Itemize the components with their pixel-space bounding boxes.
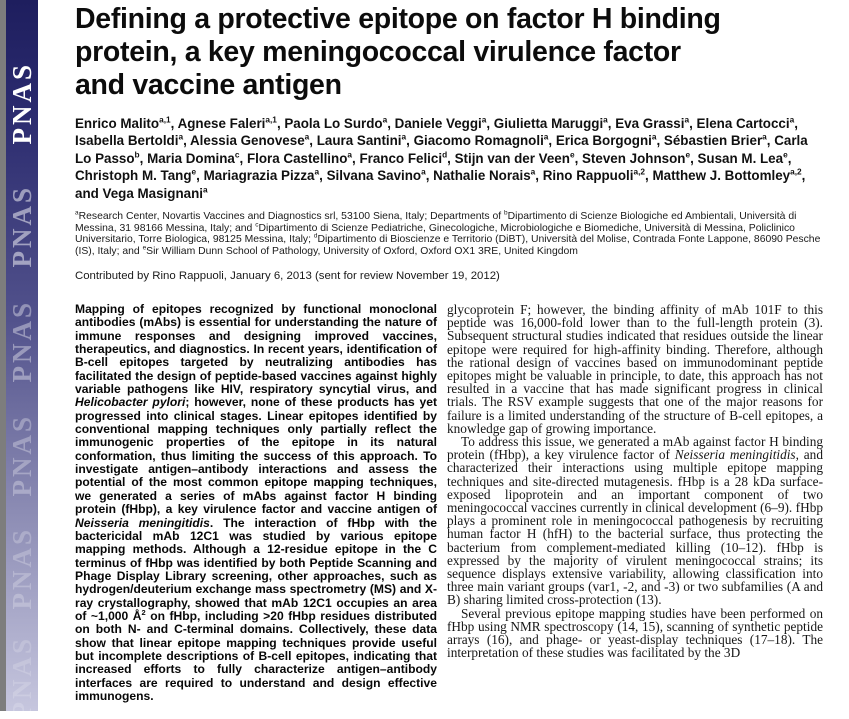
pnas-sidebar [0,0,38,719]
title-line-1: Defining a protective epitope on factor H binding [75,3,721,35]
pnas-watermark-text: PNAS [7,636,37,719]
pnas-watermark-text: PNAS [7,185,37,268]
page-header [75,0,823,282]
right-column [447,303,823,711]
pnas-logo-text: PNAS [7,62,37,145]
title-line-2: protein, a key meningococcal virulence factor [75,36,681,68]
article-columns [75,303,823,711]
intro-paragraph-1: glycoprotein F; however, the binding affinity of mAb 101F to this peptide was 16,000-fold lower than to the full-length protein (3). Subsequent structural studies indicated that residues outside the linear epitope were required for high-affinity binding. Therefore, although the rational design of vaccines based on immunodominant peptide epitopes might be valuable in principle, to date, this approach has not resulted in a vaccine that has made significant progress in clinical trials. The RSV example suggests that one of the major reasons for failure is a limited understanding of the structure of B-cell epitopes, a knowledge gap of growing importance. [447,303,823,436]
abstract-paragraph: Mapping of epitopes recognized by functional monoclonal antibodies (mAbs) is essential for understanding the nature of immune responses and designing improved vaccines, therapeutics, and diagnostics. In recent years, identification of B-cell epitopes targeted by neutralizing antibodies has facilitated the design of peptide-based vaccines against highly variable pathogens like HIV, respiratory syncytial virus, and Helicobacter pylori; however, none of these products has yet progressed into clinical stages. Linear epitopes identified by conventional mapping techniques only partially reflect the immunogenic properties of the epitope in its natural conformation, thus limiting the success of this approach. To investigate antigen–antibody interactions and assess the potential of the most common epitope mapping techniques, we generated a series of mAbs against factor H binding protein (fHbp), a key virulence factor and vaccine antigen of Neisseria meningitidis. The interaction of fHbp with the bactericidal mAb 12C1 was studied by various epitope mapping methods. Although a 12-residue epitope in the C terminus of fHbp was identified by both Peptide Scanning and Phage Display Library screening, other approaches, such as hydrogen/deuterium exchange mass spectrometry (MS) and X-ray crystallography, showed that mAb 12C1 occupies an area of ~1,000 $Å^2$ on fHbp, including >20 fHbp residues distributed on both N- and C-terminal domains. Collectively, these data show that linear epitope mapping techniques provide useful but incomplete descriptions of B-cell epitopes, indicating that increased efforts to fully characterize antigen–antibody interfaces are required to understand and design effective immunogens. [75,303,437,703]
contributed-line: Contributed by Rino Rappuoli, January 6, 2013 (sent for review November 19, 2012) [75,270,500,283]
intro-paragraph-2: To address this issue, we generated a mAb against factor H binding protein (fHbp), a key virulence factor of Neisseria meningitidis, and characterized their interactions using multiple epitope mapping techniques and site-directed mutagenesis. fHbp is a 28 kDa surface-exposed lipoprotein and an important component of two meningococcal vaccines currently in clinical development (6–9). fHbp plays a prominent role in meningococcal pathogenesis by recruiting human factor H (hfH) to the bacterial surface, thus protecting the bacterium from complement-mediated killing (10–12). fHbp is expressed by the majority of virulent meningococcal strains; its sequence displays extensive variability, allowing classification into three main variant groups (var1, -2, and -3) or two subfamilies (A and B) sharing limited cross-protection (13). [447,434,823,608]
title-line-3: and vaccine antigen [75,69,342,101]
author-list: Enrico Malito$^{a,1}$, Agnese Faleri$^{a,1}$, Paola Lo Surdo$^a$, Daniele Veggi$^a$, Giulietta Maruggi$^a$, Eva Grassi$^a$, Elena Cartocci$^a$, Isabella Bertoldi$^a$, Alessia Genovese$^a$, Laura Santini$^a$, Giacomo Romagnoli$^a$, Erica Borgogni$^a$, Sébastien Brier$^a$, Carla Lo Passo$^b$, Maria Domina$^c$, Flora Castellino$^a$, Franco Felici$^d$, Stijn van der Veen$^e$, Steven Johnson$^e$, Susan M. Lea$^e$, Christoph M. Tang$^e$, Mariagrazia Pizza$^a$, Silvana Savino$^a$, Nathalie Norais$^a$, Rino Rappuoli$^{a,2}$, Matthew J. Bottomley$^{a,2}$, and Vega Masignani$^a$ [75,114,808,201]
affiliations: $^a$Research Center, Novartis Vaccines and Diagnostics srl, 53100 Siena, Italy; Departments of $^b$Dipartimento di Scienze Biologiche ed Ambientali, Università di Messina, 31 98166 Messina, Italy; and $^c$Dipartimento di Scienze Pediatriche, Ginecologiche, Microbiologiche e Biomediche, Università di Messina, Policlinico Universitario, Torre Biologica, 98125 Messina, Italy; $^d$Dipartimento di Bioscienze e Territorio (DiBT), Università del Molise, Contrada Fonte Lappone, 86090 Pesche (IS), Italy; and $^e$Sir William Dunn School of Pathology, University of Oxford, Oxford OX1 3RE, United Kingdom [75,209,821,257]
pnas-watermark-text: PNAS [7,527,37,610]
pnas-watermark-text: PNAS [7,300,37,383]
page-title [75,3,823,102]
pnas-watermark-text: PNAS [7,414,37,497]
intro-paragraph-3: Several previous epitope mapping studies have been performed on fHbp using NMR spectroscopy (14, 15), scanning of synthetic peptide arrays (16), and phage- or yeast-display techniques (17–18). The interpretation of these studies was facilitated by the 3D [447,605,823,661]
left-column [75,303,437,711]
